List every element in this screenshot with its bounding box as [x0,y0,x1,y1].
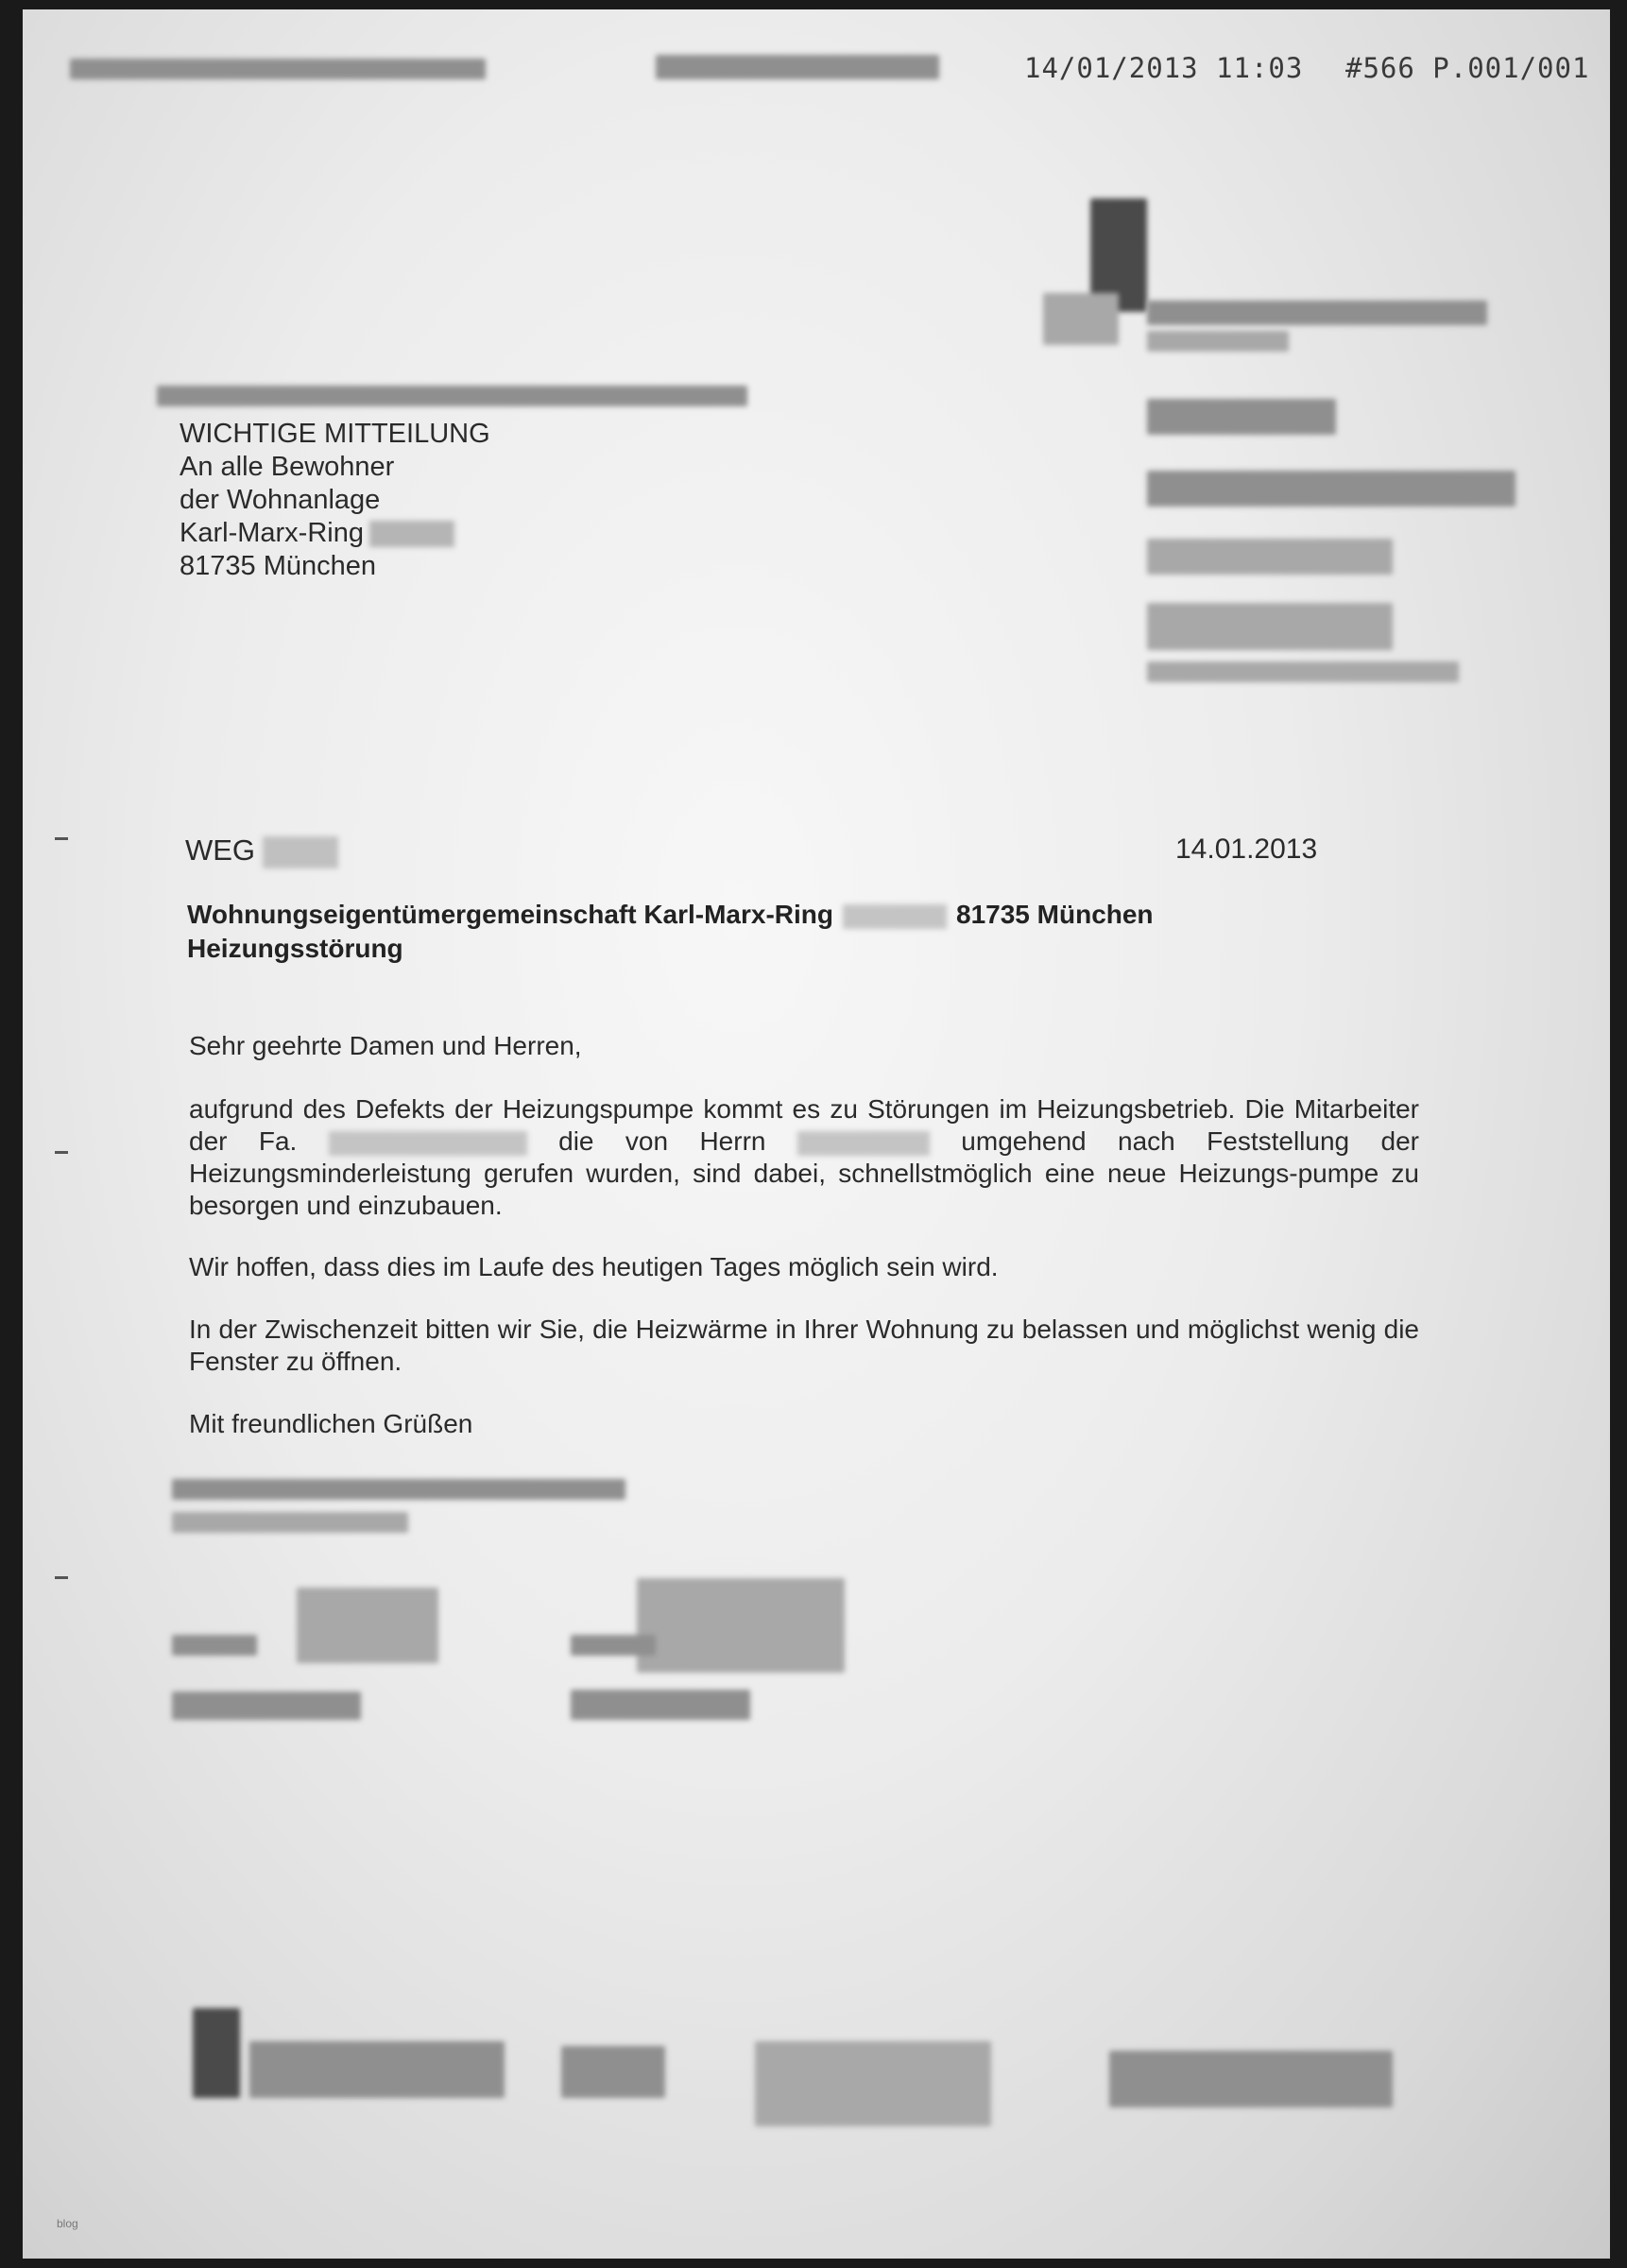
reference-weg: WEG [185,833,338,868]
redacted-return-address [157,386,747,406]
redacted-sender-street [1147,399,1336,435]
redacted-signature-2 [637,1578,845,1673]
redacted-sender-fax [1147,603,1393,650]
recipient-line-4: Karl-Marx-Ring [180,517,490,550]
salutation: Sehr geehrte Damen und Herren, [189,1031,582,1060]
letter-date: 14.01.2013 [1175,833,1318,865]
redacted-person-name [797,1131,930,1156]
redacted-signatory-1-title [172,1635,257,1656]
redacted-house-number [369,521,454,547]
redacted-signatory-2-title [571,1635,656,1656]
redacted-sender-city [1147,471,1516,507]
letter-page [23,9,1610,2259]
subject-line-2: Heizungsstörung [187,934,403,963]
redacted-signatory-company-2 [172,1512,408,1533]
redacted-sender-sub [1147,331,1289,352]
redacted-signatory-1-name [172,1692,361,1720]
recipient-line-2: An alle Bewohner [180,452,395,482]
paragraph-3: In der Zwischenzeit bitten wir Sie, die Heizwärme in Ihrer Wohnung zu belassen und möglichst wenig die Fenster zu öffnen. [189,1314,1419,1376]
redacted-logo-base [1043,293,1119,345]
redacted-footer-col-4 [1109,2051,1393,2107]
recipient-line-1: WICHTIGE MITTEILUNG [180,419,490,449]
redacted-signature-1 [297,1588,438,1663]
recipient-line-5: 81735 München [180,551,376,581]
redacted-sender-email [1147,662,1459,682]
redacted-signatory-2-name [571,1690,750,1720]
paragraph-2: Wir hoffen, dass dies im Laufe des heutigen Tages möglich sein wird. [189,1252,999,1281]
redacted-fax-number [656,55,939,79]
fold-mark-2 [55,1151,68,1154]
redacted-company-name [329,1131,527,1156]
paragraph-1: aufgrund des Defekts der Heizungspumpe kommt es zu Störungen im Heizungsbetrieb. Die Mitarbeiter der Fa. die von Herrn umgehend nach Feststellung der Heizungsminderleistung gerufen wurden, sind dabei, schnellstmöglich eine neue Heizungs-pumpe zu besorgen und einzubauen. [189,1094,1419,1220]
redacted-footer-col-3 [755,2041,991,2126]
subject-line-1: Wohnungseigentümergemeinschaft Karl-Marx-Ring 81735 München [187,900,1154,929]
closing: Mit freundlichen Grüßen [189,1409,473,1438]
redacted-sender-name [1147,301,1487,325]
redacted-subject-number [843,904,947,929]
subject [187,898,1154,966]
redacted-footer-logo [193,2008,240,2098]
redacted-signatory-company [172,1479,625,1500]
redacted-footer-col-1 [249,2041,505,2098]
fold-mark-3 [55,1576,68,1579]
fax-page-ref: #566 P.001/001 [1345,52,1590,84]
redacted-sender-phone [1147,539,1393,575]
fold-mark-1 [55,837,68,840]
redacted-footer-col-2 [561,2046,665,2098]
redacted-fax-sender [70,59,486,79]
fax-datetime: 14/01/2013 11:03 [1024,52,1304,84]
recipient-line-3: der Wohnanlage [180,485,381,515]
corner-watermark: blog [57,2217,78,2230]
redacted-weg-number [263,836,338,868]
recipient-address [180,418,490,583]
